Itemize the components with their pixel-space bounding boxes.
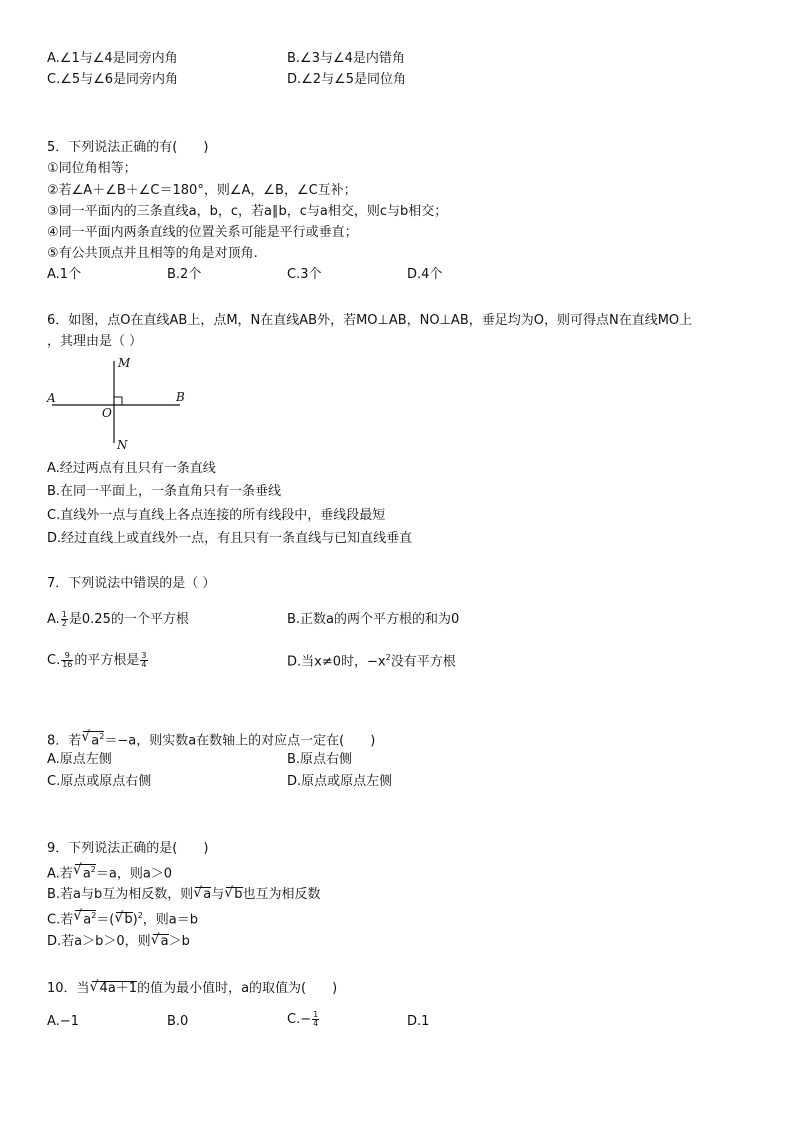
q9-c-close-paren: ) — [132, 912, 138, 928]
q9-d-prefix: D.若a＞b＞0，则 — [47, 934, 151, 949]
q10-option-c — [287, 1011, 320, 1028]
q7-a-text: 是0.25的一个平方根 — [68, 612, 189, 627]
label-o: O — [102, 406, 112, 420]
q6-option-b: B.在同一平面上，一条直角只有一条垂线 — [47, 484, 282, 499]
q8-option-b: B.原点右侧 — [287, 752, 353, 767]
q5-option-b: B.2个 — [167, 267, 202, 282]
q8-option-a: A.原点左侧 — [47, 752, 112, 767]
label-m: M — [118, 356, 131, 370]
q9-c-radical-1 — [75, 910, 96, 928]
q10-c-fraction — [312, 1011, 319, 1028]
q8-radicand: a — [91, 733, 100, 749]
q9-c-prefix: C.若 — [47, 912, 74, 928]
q9-c-radicand-2: b — [124, 912, 133, 928]
q7-d-exponent: 2 — [385, 653, 391, 662]
q7-d-text: 没有平方根 — [390, 654, 456, 670]
q7-c-fraction-2 — [140, 652, 147, 669]
q9-c-exponent-1: 2 — [91, 911, 97, 920]
q9-b-text: 也互为相反数 — [242, 887, 321, 902]
q9-b-radicand-2: b — [234, 887, 243, 902]
q5-option-d: D.4个 — [407, 267, 443, 282]
q7-c-text: 的平方根是 — [74, 653, 140, 668]
q7-d-prefix: D.当x≠0时，−x — [287, 654, 386, 670]
q5-statement-5: ⑤有公共顶点并且相等的角是对顶角. — [47, 246, 258, 261]
q9-c-text: ，则a＝b — [142, 912, 199, 928]
q6-figure — [44, 355, 194, 455]
q7-a-numerator: 1 — [61, 610, 67, 619]
q9-c-exponent-2: 2 — [137, 911, 143, 920]
q10-option-b: B.0 — [167, 1014, 189, 1029]
q5-statement-4: ④同一平面内两条直线的位置关系可能是平行或垂直； — [47, 225, 358, 240]
q9-option-d — [47, 934, 190, 950]
q6-option-a: A.经过两点有且只有一条直线 — [47, 461, 216, 476]
q4-option-c: C.∠5与∠6是同旁内角 — [47, 72, 179, 87]
q7-c-numerator-2: 3 — [141, 651, 147, 660]
q9-stem: 9．下列说法正确的是( ) — [47, 841, 209, 856]
q4-option-d: D.∠2与∠5是同位角 — [287, 72, 406, 87]
q9-b-radical-2 — [226, 887, 242, 903]
q10-option-d: D.1 — [407, 1014, 430, 1029]
q9-option-a — [47, 864, 172, 882]
q7-option-a — [47, 611, 189, 628]
label-n: N — [117, 438, 128, 452]
q7-c-prefix: C. — [47, 653, 61, 668]
q10-radical — [92, 981, 138, 997]
q9-option-b — [47, 887, 321, 903]
q8-stem-prefix: 8．若 — [47, 733, 82, 749]
q10-radicand: 4a＋1 — [99, 981, 138, 996]
q9-a-text: ＝a，则a＞0 — [95, 866, 173, 882]
q5-statement-3: ③同一平面内的三条直线a，b，c，若a∥b，c与a相交，则c与b相交； — [47, 204, 448, 219]
q7-a-fraction — [61, 611, 68, 628]
q7-a-denominator: 2 — [61, 619, 67, 628]
q10-c-prefix: C.− — [287, 1012, 312, 1027]
q7-option-b: B.正数a的两个平方根的和为0 — [287, 612, 460, 627]
q9-d-text: ＞b — [168, 934, 190, 949]
q9-c-middle: ＝( — [96, 912, 115, 928]
q9-b-prefix: B.若a与b互为相反数，则 — [47, 887, 194, 902]
q6-option-c: C.直线外一点与直线上各点连接的所有线段中，垂线段最短 — [47, 508, 386, 523]
q8-option-c: C.原点或原点右侧 — [47, 774, 152, 789]
q10-c-numerator: 1 — [313, 1010, 319, 1019]
q9-b-radicand-1: a — [203, 887, 212, 902]
q9-b-radical-1 — [195, 887, 211, 903]
q9-b-middle: 与 — [211, 887, 225, 902]
right-angle-mark — [114, 397, 122, 405]
label-a: A — [47, 391, 56, 405]
q6-stem-line1: 6．如图，点O在直线AB上，点M，N在直线AB外，若MO⊥AB，NO⊥AB，垂足均为O，则可得点N在直线MO上 — [47, 313, 693, 328]
q7-c-denominator-2: 4 — [141, 660, 147, 669]
q5-option-c: C.3个 — [287, 267, 322, 282]
q9-a-radicand: a — [82, 866, 91, 882]
q6-option-d: D.经过直线上或直线外一点，有且只有一条直线与已知直线垂直 — [47, 531, 413, 546]
q8-stem-text: ＝−a，则实数a在数轴上的对应点一定在( ) — [104, 733, 376, 749]
q7-option-c — [47, 652, 149, 669]
q5-statement-1: ①同位角相等； — [47, 161, 137, 176]
q9-d-radicand: a — [160, 934, 169, 949]
q9-c-radicand-1: a — [83, 912, 92, 928]
q8-exponent: 2 — [99, 732, 105, 741]
q9-d-radical — [153, 934, 169, 950]
q9-a-exponent: 2 — [90, 865, 96, 874]
q7-stem: 7．下列说法中错误的是（ ） — [47, 576, 216, 591]
q8-radical — [83, 731, 104, 749]
q7-c-fraction-1 — [61, 652, 73, 669]
q7-c-denominator-1: 16 — [62, 660, 73, 669]
q10-stem — [47, 981, 337, 997]
q5-option-a: A.1个 — [47, 267, 82, 282]
q9-a-prefix: A.若 — [47, 866, 73, 882]
q10-c-denominator: 4 — [313, 1019, 319, 1028]
q5-statement-2: ②若∠A＋∠B＋∠C＝180°，则∠A，∠B，∠C互补； — [47, 183, 357, 198]
q7-c-numerator-1: 9 — [61, 652, 73, 661]
q5-stem: 5．下列说法正确的有( ) — [47, 140, 209, 155]
q6-stem-line2: ，其理由是（ ） — [47, 334, 143, 349]
q10-option-a: A.−1 — [47, 1014, 79, 1029]
q4-option-a: A.∠1与∠4是同旁内角 — [47, 51, 178, 66]
q7-option-d — [287, 654, 456, 668]
q7-a-prefix: A. — [47, 612, 60, 627]
q8-stem — [47, 731, 375, 749]
q9-a-radical — [75, 864, 96, 882]
q10-stem-prefix: 10．当 — [47, 981, 90, 996]
q9-option-c — [47, 910, 198, 928]
q8-option-d: D.原点或原点左侧 — [287, 774, 393, 789]
q4-option-b: B.∠3与∠4是内错角 — [287, 51, 405, 66]
q9-c-radical-2 — [116, 912, 132, 928]
label-b: B — [176, 390, 185, 404]
q10-stem-text: 的值为最小值时，a的取值为( ) — [137, 981, 338, 996]
